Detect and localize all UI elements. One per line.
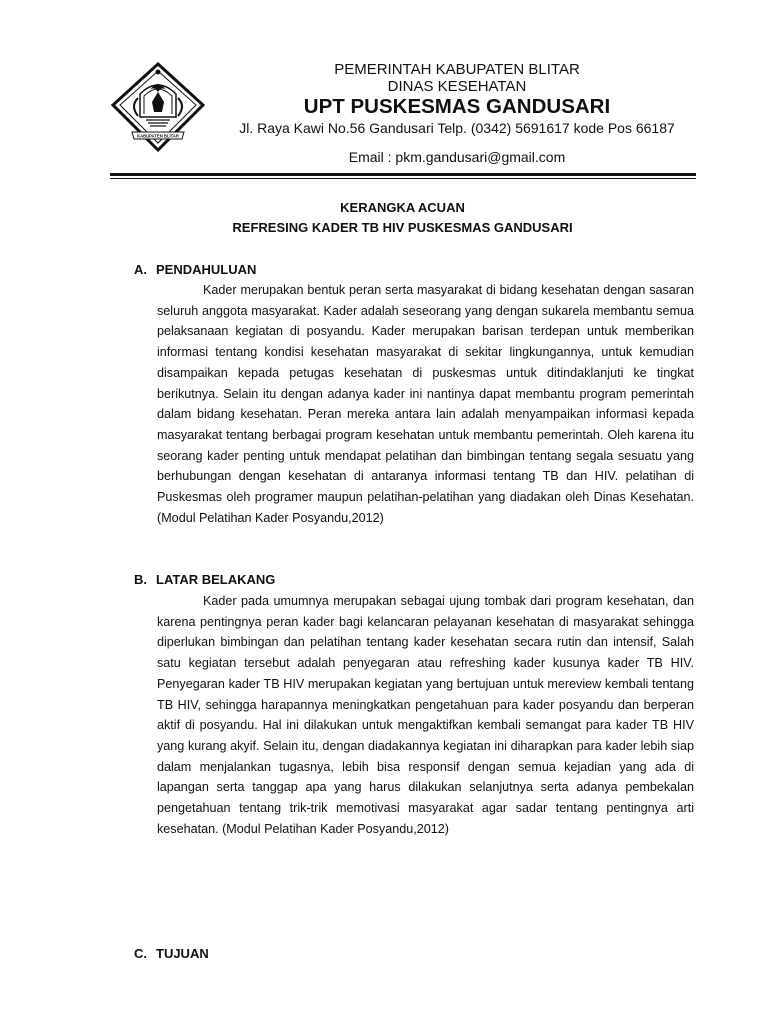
section-body-pendahuluan: Kader merupakan bentuk peran serta masyarakat di bidang kesehatan dengan sasaran seluruh anggota masyarakat. Kader adalah seseorang yang dengan sukarela membantu semua pelaksanaan kegiatan di posyandu. Kader merupakan barisan terdepan untuk memberikan informasi tentang kondisi kesehatan masyarakat di sekitar lingkungannya, untuk kemudian disampaikan kepada petugas kesehatan di puskesmas untuk ditindaklanjuti ke tingkat berikutnya. Selain itu dengan adanya kader ini nantinya dapat membantu program pemerintah dalam bidang kesehatan. Peran mereka antara lain adalah menyampaikan informasi kepada masyarakat tentang berbagai program kesehatan untuk membantu pemerintah. Oleh karena itu seorang kader penting untuk mendapat pelatihan dan bimbingan tentang segala sesuatu yang berhubungan dengan kesehatan di antaranya informasi tentang TB dan HIV. pelatihan di Puskesmas oleh programer maupun pelatihan-pelatihan yang diadakan oleh Dinas Kesehatan. (Modul Pelatihan Kader Posyandu,2012) bbox=[157, 283, 694, 525]
section-body-latar-belakang: Kader pada umumnya merupakan sebagai ujung tombak dari program kesehatan, dan karena pentingnya peran kader bagi kelancaran pelayanan kesehatan di masyarakat sehingga diperlukan bimbingan dan pelatihan tentang kader kesehatan secara rutin dan intensif, Salah satu kegiatan tersebut adalah penyegaran atau refreshing kader kusunya kader TB HIV. Penyegaran kader TB HIV merupakan kegiatan yang bertujuan untuk mereview kembali tentang TB HIV, sehingga harapannya meningkatkan pengetahuan para kader posyandu dan berperan aktif di posyandu. Hal ini dilakukan untuk mengaktifkan kembali semangat para kader TB HIV yang kurang akyif. Selain itu, dengan diadakannya kegiatan ini diharapkan para kader lebih siap dalam menjalankan tugasnya, lebih bisa responsif dengan semua kejadian yang ada di lapangan serta tanggap apa yang harus dilakukan selanjutnya serta adanya pembekalan pengetahuan tentang trik-trik memotivasi masyarakat agar sadar tentang pentingnya arti kesehatan. (Modul Pelatihan Kader Posyandu,2012) bbox=[157, 594, 694, 836]
government-name: PEMERINTAH KABUPATEN BLITAR bbox=[334, 61, 580, 78]
section-letter: A. bbox=[134, 262, 147, 277]
institution-email: Email : pkm.gandusari@gmail.com bbox=[348, 149, 566, 165]
section-title: PENDAHULUAN bbox=[156, 262, 257, 277]
document-title: KERANGKA ACUAN bbox=[340, 200, 465, 215]
section-title: LATAR BELAKANG bbox=[156, 572, 276, 587]
letterhead-divider-thick bbox=[110, 173, 696, 176]
logo-ribbon-text: KABUPATEN BLITAR bbox=[137, 133, 179, 139]
document-subtitle: REFRESING KADER TB HIV PUSKESMAS GANDUSARI bbox=[232, 220, 573, 235]
letterhead-divider-thin bbox=[110, 178, 696, 179]
section-heading-latar-belakang bbox=[134, 572, 275, 587]
department-name: DINAS KESEHATAN bbox=[387, 78, 527, 95]
section-letter: B. bbox=[134, 572, 147, 587]
kabupaten-blitar-emblem-icon bbox=[110, 62, 206, 152]
section-heading-pendahuluan bbox=[134, 262, 256, 277]
section-title: TUJUAN bbox=[156, 946, 209, 961]
section-letter: C. bbox=[134, 946, 147, 961]
letterhead bbox=[0, 0, 768, 180]
section-heading-tujuan bbox=[134, 946, 209, 961]
institution-address: Jl. Raya Kawi No.56 Gandusari Telp. (0342) 5691617 kode Pos 66187 bbox=[239, 120, 675, 136]
institution-name: UPT PUSKESMAS GANDUSARI bbox=[303, 95, 611, 118]
